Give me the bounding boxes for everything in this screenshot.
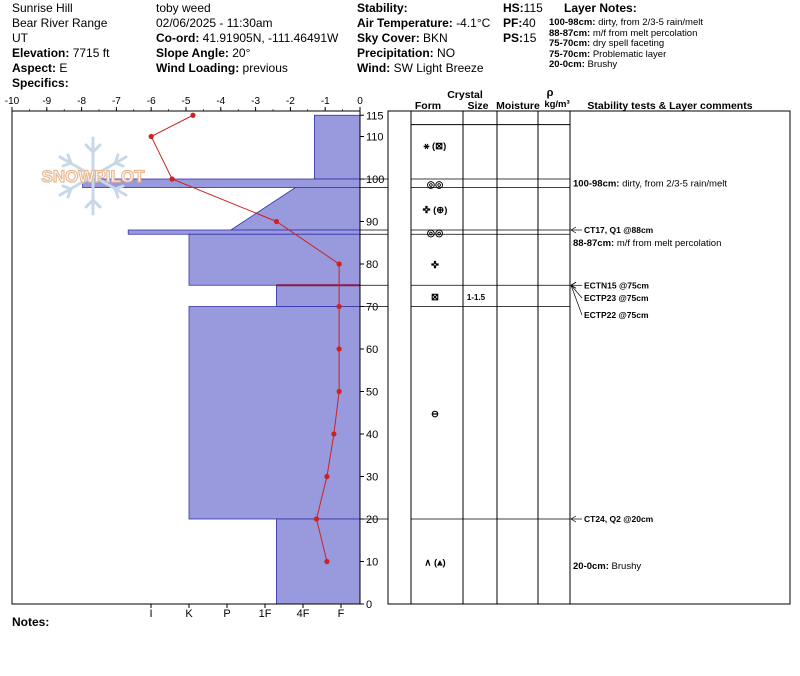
comment-text: [573, 178, 727, 189]
temp-tick-label: -6: [146, 96, 156, 107]
wind-loading-label: Wind Loading:: [156, 61, 240, 75]
layer-note-text: dry spell faceting: [590, 38, 665, 49]
temperature-point: [331, 431, 336, 436]
sky-label: Sky Cover:: [357, 31, 420, 45]
temp-tick-label: -5: [181, 96, 191, 107]
size-header: Size: [467, 100, 489, 112]
depth-tick-label: 70: [366, 301, 379, 314]
temp-tick-label: 0: [357, 96, 363, 107]
temp-tick-label: -1: [320, 96, 330, 107]
layer-note-range: 100-98cm:: [549, 17, 596, 28]
coord-label: Co-ord:: [156, 31, 200, 45]
range-name: Bear River Range: [12, 16, 108, 30]
comment-text: [573, 561, 641, 572]
snowpilot-logo: [28, 136, 158, 216]
hardness-tick-label: 4F: [296, 608, 310, 620]
crystal-form-symbol: ⚹ (⊠): [423, 141, 447, 152]
aspect-value: E: [59, 61, 68, 75]
temperature-point: [314, 516, 319, 521]
depth-tick-label: 80: [366, 259, 379, 271]
hardness-layer-7: [276, 519, 360, 604]
comment-body: Brushy: [608, 560, 642, 572]
temperature-point: [324, 474, 329, 479]
notes-label: Notes:: [12, 615, 50, 629]
hardness-layer-5: [276, 285, 360, 306]
layer-note-text: Brushy: [584, 59, 618, 70]
layer-note-text: Problematic layer: [590, 48, 667, 60]
layer-note-text: m/f from melt percolation: [590, 27, 698, 39]
test-pointer-line: [571, 285, 582, 298]
elevation-value: 7715 ft: [72, 46, 110, 60]
hardness-layer-2: [231, 188, 360, 231]
comment-range: 100-98cm:: [573, 178, 620, 190]
wind-label: Wind:: [357, 61, 391, 75]
depth-tick-label: 50: [366, 386, 379, 399]
crystal-form-symbol: ◎◎: [426, 228, 444, 240]
temp-tick-label: -4: [216, 96, 226, 107]
temperature-point: [337, 346, 342, 351]
hs-label: HS:: [503, 1, 524, 15]
temp-tick-label: -9: [42, 96, 52, 107]
temperature-point: [324, 559, 329, 564]
ps-label: PS:: [503, 31, 524, 45]
specifics-label: Specifics:: [12, 76, 69, 90]
hardness-tick-label: F: [337, 608, 345, 620]
moisture-header: Moisture: [496, 100, 540, 112]
site-name: Sunrise Hill: [12, 1, 73, 15]
depth-tick-label: 20: [366, 514, 379, 526]
density-symbol: ρ: [546, 87, 554, 99]
precip-label: Precipitation:: [357, 46, 434, 60]
comment-text: ECTP22 @75cm: [584, 310, 649, 320]
temperature-point: [337, 261, 342, 266]
comment-body: dirty, from 2/3-5 rain/melt: [619, 178, 728, 190]
slope-label: Slope Angle:: [156, 46, 229, 60]
comments-header: Stability tests & Layer comments: [587, 100, 753, 112]
crystal-header: Crystal: [447, 89, 483, 101]
pf-label: PF:: [503, 16, 523, 30]
slope-value: 20°: [232, 46, 251, 60]
crystal-form-symbol: ◎◎: [426, 179, 444, 191]
temp-tick-label: -3: [251, 96, 261, 107]
layer-note-range: 20-0cm:: [549, 59, 585, 70]
hardness-tick-label: K: [185, 608, 193, 620]
wind-value: SW Light Breeze: [393, 61, 484, 75]
temperature-point: [169, 176, 174, 181]
elevation-label: Elevation:: [12, 46, 70, 60]
comment-text: [573, 238, 721, 249]
crystal-form-symbol: ⊖: [431, 408, 439, 420]
sky-value: BKN: [423, 31, 448, 45]
air-temp-label: Air Temperature:: [357, 16, 453, 30]
precip-value: NO: [437, 46, 456, 60]
hs-value: 115: [523, 1, 543, 15]
form-header: Form: [414, 100, 442, 112]
crystal-size: 1-1.5: [466, 292, 486, 302]
temperature-point: [337, 304, 342, 309]
crystal-form-symbol: ⊠: [431, 291, 439, 303]
layer-note-range: 75-70cm:: [549, 38, 591, 49]
depth-tick-label: 30: [366, 471, 379, 484]
comment-text: ECTP23 @75cm: [584, 293, 649, 303]
crystal-form-symbol: ✜ (⊕): [422, 204, 448, 216]
comment-text: CT17, Q1 @88cm: [584, 225, 654, 235]
depth-tick-label: 40: [366, 429, 379, 441]
comment-range: 88-87cm:: [573, 237, 615, 249]
depth-tick-label: 10: [366, 556, 379, 569]
temp-tick-label: -7: [111, 96, 121, 107]
density-unit: kg/m³: [544, 99, 570, 110]
layer-note-range: 88-87cm:: [549, 27, 591, 39]
hardness-tick-label: 1F: [258, 608, 272, 620]
state: UT: [12, 31, 28, 45]
temp-tick-label: -2: [285, 96, 295, 107]
air-temp-value: -4.1°C: [456, 16, 491, 30]
hardness-tick-label: P: [223, 608, 231, 620]
hardness-layer-0: [314, 115, 360, 179]
wind-loading-value: previous: [242, 61, 288, 75]
layer-note-text: dirty, from 2/3-5 rain/melt: [595, 17, 704, 28]
hardness-layer-3: [128, 230, 360, 234]
temperature-point: [190, 113, 195, 118]
layer-note-range: 75-70cm:: [549, 48, 591, 60]
temp-tick-label: -8: [77, 96, 87, 107]
aspect-label: Aspect:: [12, 61, 57, 75]
stability-label: Stability:: [357, 1, 408, 15]
depth-tick-label: 0: [366, 599, 373, 611]
temperature-point: [337, 389, 342, 394]
observer-name: toby weed: [156, 1, 211, 15]
temperature-point: [274, 219, 279, 224]
comment-body: m/f from melt percolation: [614, 237, 722, 249]
depth-tick-label: 110: [366, 131, 384, 144]
comment-text: ECTN15 @75cm: [584, 280, 649, 291]
comment-range: 20-0cm:: [573, 560, 609, 572]
snowpilot-logo-text: SNOWPILOT: [41, 167, 145, 186]
coord-value: 41.91905N, -111.46491W: [202, 31, 339, 45]
crystal-form-symbol: ∧ (⩓): [424, 557, 446, 569]
temp-tick-label: -10: [4, 96, 20, 107]
hardness-tick-label: I: [149, 608, 153, 620]
depth-tick-label: 60: [366, 344, 379, 356]
comment-text: CT24, Q2 @20cm: [584, 514, 654, 524]
pf-value: 40: [522, 16, 536, 30]
ps-value: 15: [523, 31, 537, 45]
observation-datetime: 02/06/2025 - 11:30am: [156, 16, 273, 30]
hardness-layer-4: [189, 234, 360, 285]
depth-tick-label: 115: [366, 110, 384, 123]
crystal-form-symbol: ✜: [431, 260, 439, 271]
depth-tick-label: 90: [366, 216, 379, 229]
layer-notes-title: Layer Notes:: [564, 1, 637, 15]
depth-tick-label: 100: [366, 174, 385, 186]
hardness-layer-6: [189, 307, 360, 520]
test-pointer-line: [571, 285, 582, 315]
